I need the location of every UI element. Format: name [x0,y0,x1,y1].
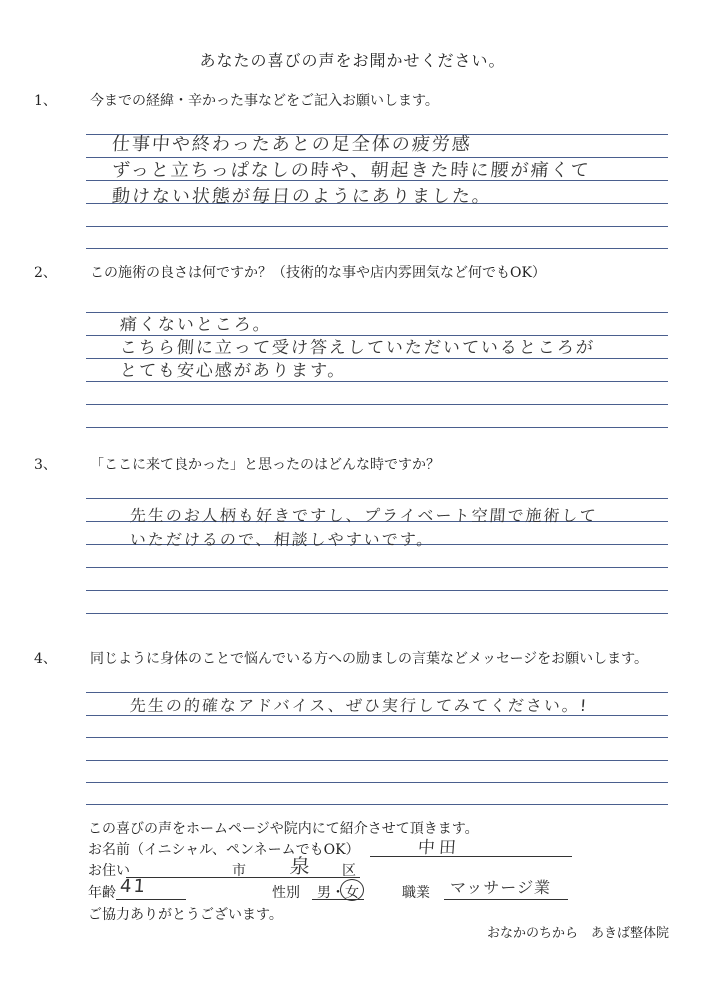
age-value: 41 [119,876,148,897]
page-title: あなたの喜びの声をお聞かせください。 [199,51,506,70]
answer-1-line-2: ずっと立ちっぱなしの時や、朝起きた時に腰が痛くて [111,160,592,181]
answer-2-line-3: とても安心感があります。 [119,361,348,381]
question-4-number: 4、 [34,651,57,667]
question-2-number: 2、 [34,265,57,281]
gender-label: 性別 [272,885,300,901]
answer-1-line-3: 動けない状態が毎日のようにありました。 [111,186,493,207]
clinic-name: おなかのちから あきば整体院 [486,926,669,941]
answer-3-line-1: 先生のお人柄も好きですし、プライベート空間で施術して [129,506,599,525]
gender-underline [312,899,364,900]
occupation-label: 職業 [402,885,430,901]
gender-separator: ・ [331,885,345,901]
gender-selected-circle [340,879,364,901]
thanks-text: ご協力ありがとうございます。 [88,907,283,923]
answer-4-line-1: 先生の的確なアドバイス、ぜひ実行してみてください。! [129,696,590,715]
answer-3-line-2: いただけるので、相談しやすいです。 [129,530,436,549]
age-underline [116,899,186,900]
name-value: 中田 [417,838,461,858]
ward-value: 泉 [289,854,313,878]
address-underline [126,877,360,878]
question-1-text: 今までの経緯・辛かった事などをご記入お願いします。 [90,93,439,109]
age-label: 年齢 [88,885,116,901]
name-label: お名前（イニシャル、ペンネームでもOK） [88,842,360,858]
gender-female: 女 [345,885,359,901]
form-intro: この喜びの声をホームページや院内にて紹介させて頂きます。 [88,821,479,837]
answer-2-line-2: こちら側に立って受け答えしていただいているところが [119,338,596,358]
question-4 [34,648,648,668]
ward-suffix: 区 [342,863,356,879]
city-suffix: 市 [232,863,246,879]
question-1-number: 1、 [34,93,57,109]
question-2 [34,262,546,282]
occupation-underline [444,899,568,900]
question-4-text: 同じように身体のことで悩んでいる方への励ましの言葉などメッセージをお願いします。 [90,651,649,667]
answer-1-line-1: 仕事中や終わったあとの足全体の疲労感 [111,134,473,155]
question-2-text: この施術の良さは何ですか？（技術的な事や店内雰囲気など何でもOK） [90,265,546,281]
answer-2-line-1: 痛くないところ。 [119,315,273,335]
gender-male: 男 [317,885,331,901]
address-label: お住い [88,863,130,879]
question-1 [34,90,439,110]
question-3 [34,454,440,474]
question-3-text: 「ここに来て良かった」と思ったのはどんな時ですか？ [90,457,440,473]
question-3-number: 3、 [34,457,57,473]
occupation-value: マッサージ業 [449,878,552,897]
name-underline [370,856,572,857]
